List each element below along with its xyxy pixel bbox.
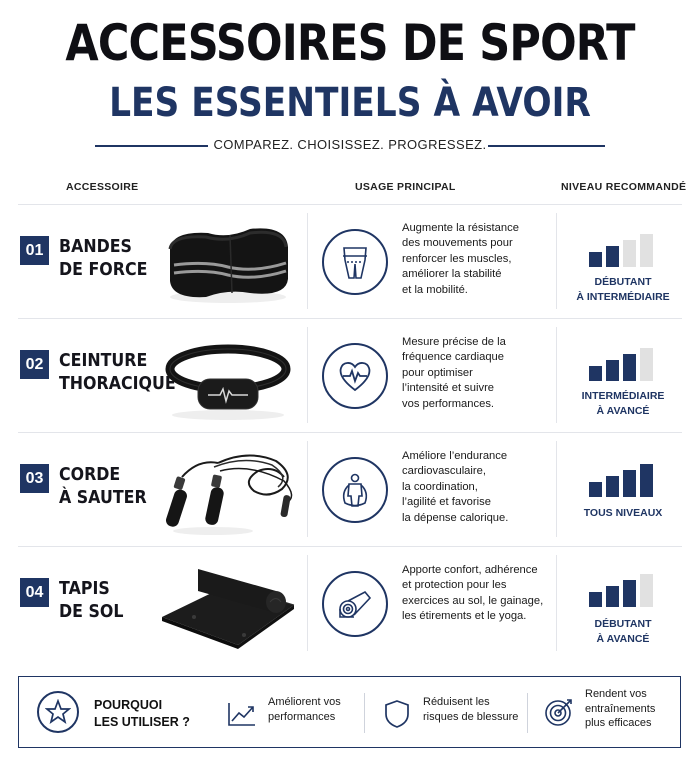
footer-divider — [527, 693, 528, 733]
heart-rate-belt-image — [158, 327, 298, 425]
usage-description: Mesure précise de la fréquence cardiaque pour optimiser l’intensité et suivre vos performances. — [402, 336, 506, 410]
level-bars — [589, 463, 655, 497]
level-bar — [606, 476, 619, 497]
row-number: 04 — [20, 578, 49, 607]
resistance-band-image — [158, 213, 298, 311]
level-bar — [589, 252, 602, 267]
level-bar — [640, 464, 653, 497]
level-label: INTERMÉDIAIRE À AVANCÉ — [581, 390, 665, 417]
legs-icon — [322, 229, 388, 295]
level-bar — [589, 482, 602, 497]
accessory-name: CEINTURE THORACIQUE — [59, 350, 176, 394]
exercise-mat-image — [158, 555, 298, 653]
level-bar — [640, 348, 653, 381]
level-bar — [589, 592, 602, 607]
benefit-efficiency — [543, 686, 678, 732]
column-divider — [307, 213, 308, 309]
level-bars — [589, 233, 655, 267]
jump-rope-image — [158, 441, 298, 539]
level-bar — [623, 354, 636, 381]
jumping-person-icon — [322, 457, 388, 523]
trend-up-icon — [226, 698, 258, 730]
column-divider — [556, 441, 557, 537]
accessory-name: TAPIS DE SOL — [59, 578, 124, 622]
usage-description: Apporte confort, adhérence et protection pour les exercices au sol, le gainage, les étirements et le yoga. — [402, 564, 544, 623]
level-label: DÉBUTANT À INTERMÉDIAIRE — [576, 276, 670, 303]
level-bars — [589, 347, 655, 381]
benefit-text: Rendent vos entraînements plus efficaces — [585, 688, 656, 729]
target-icon — [543, 696, 575, 728]
benefit-text: Améliorent vos performances — [268, 696, 341, 723]
accessory-row-tapis — [18, 546, 682, 660]
level-label: TOUS NIVEAUX — [583, 507, 663, 519]
tagline-bar — [0, 136, 700, 156]
column-header-accessory: ACCESSOIRE — [66, 181, 139, 193]
level-bar — [623, 240, 636, 267]
level-bar — [606, 360, 619, 381]
benefit-text: Réduisent les risques de blessure — [423, 696, 519, 723]
footer-title: POURQUOI LES UTILISER ? — [94, 698, 190, 729]
column-divider — [307, 327, 308, 423]
benefit-injury — [381, 690, 531, 736]
footer-divider — [364, 693, 365, 733]
accessory-row-ceinture — [18, 318, 682, 432]
star-icon — [37, 691, 79, 733]
accessory-name: CORDE À SAUTER — [59, 464, 147, 508]
column-header-level: NIVEAU RECOMMANDÉ — [561, 181, 687, 193]
accessory-row-corde — [18, 432, 682, 546]
level-bar — [623, 580, 636, 607]
level-bar — [589, 366, 602, 381]
page-subtitle: LES ESSENTIELS À AVOIR — [109, 80, 591, 126]
level-label: DÉBUTANT À AVANCÉ — [594, 618, 652, 645]
rolled-mat-icon — [322, 571, 388, 637]
row-number: 02 — [20, 350, 49, 379]
usage-description: Augmente la résistance des mouvements pour renforcer les muscles, améliorer la stabilité et la mobilité. — [402, 222, 519, 296]
shield-icon — [381, 698, 413, 730]
level-bar — [623, 470, 636, 497]
level-bar — [606, 586, 619, 607]
level-bar — [640, 234, 653, 267]
accessory-row-bandes — [18, 204, 682, 318]
level-bars — [589, 573, 655, 607]
page-title: ACCESSOIRES DE SPORT — [65, 14, 635, 72]
heart-rate-icon — [322, 343, 388, 409]
tagline: COMPAREZ. CHOISISSEZ. PROGRESSEZ. — [213, 137, 487, 152]
row-number: 01 — [20, 236, 49, 265]
column-header-usage: USAGE PRINCIPAL — [355, 181, 456, 193]
column-divider — [307, 555, 308, 651]
benefit-performance — [226, 690, 366, 736]
level-bar — [606, 246, 619, 267]
why-use-footer — [18, 676, 681, 748]
level-bar — [640, 574, 653, 607]
usage-description: Améliore l’endurance cardiovasculaire, la coordination, l’agilité et favorise la dépense calorique. — [402, 450, 509, 524]
row-number: 03 — [20, 464, 49, 493]
column-divider — [307, 441, 308, 537]
accessory-name: BANDES DE FORCE — [59, 236, 148, 280]
